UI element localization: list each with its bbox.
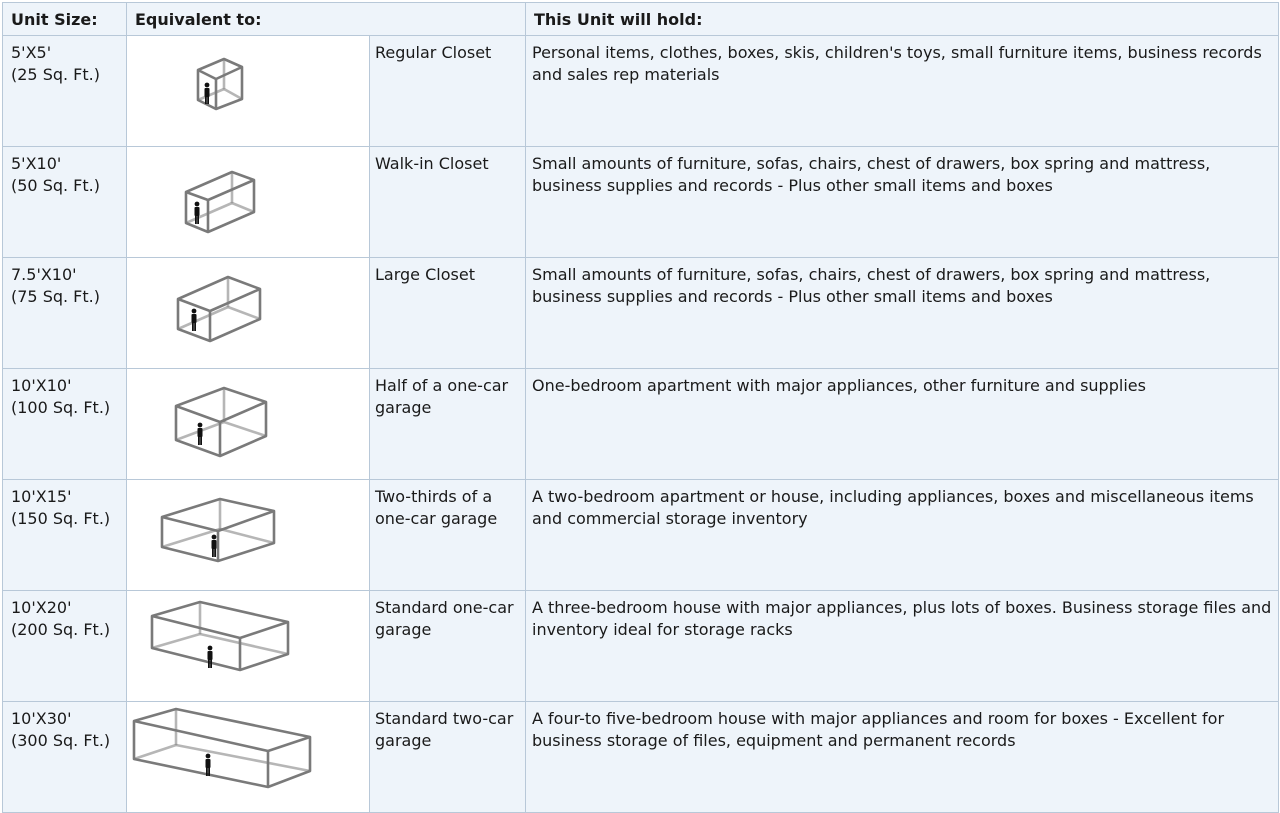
storage-unit-7x10-icon <box>128 259 314 359</box>
unit-dimensions: 10'X10' <box>11 376 72 395</box>
storage-unit-10x10-icon <box>128 370 314 470</box>
unit-size-cell <box>3 147 127 258</box>
equivalent-cell: Large Closet <box>370 258 526 369</box>
table-row <box>3 369 1279 480</box>
holds-header: This Unit will hold: <box>526 3 1279 36</box>
holds-cell: A two-bedroom apartment or house, including appliances, boxes and miscellaneous items and commercial storage inventory <box>526 480 1279 591</box>
unit-dimensions: 7.5'X10' <box>11 265 77 284</box>
illustration-cell <box>127 369 370 480</box>
equivalent-cell: Walk-in Closet <box>370 147 526 258</box>
unit-area: (300 Sq. Ft.) <box>11 731 111 750</box>
illustration-cell <box>127 147 370 258</box>
table-row <box>3 258 1279 369</box>
illustration-cell <box>127 480 370 591</box>
unit-area: (75 Sq. Ft.) <box>11 287 100 306</box>
storage-unit-5x5-icon <box>128 37 314 137</box>
unit-dimensions: 5'X10' <box>11 154 62 173</box>
table-row <box>3 591 1279 702</box>
unit-area: (200 Sq. Ft.) <box>11 620 111 639</box>
table-row <box>3 36 1279 147</box>
unit-dimensions: 10'X20' <box>11 598 72 617</box>
holds-cell: One-bedroom apartment with major appliances, other furniture and supplies <box>526 369 1279 480</box>
holds-cell: Personal items, clothes, boxes, skis, children's toys, small furniture items, business records and sales rep materials <box>526 36 1279 147</box>
unit-dimensions: 10'X30' <box>11 709 72 728</box>
storage-unit-10x15-icon <box>128 481 314 581</box>
unit-size-header: Unit Size: <box>3 3 127 36</box>
unit-area: (25 Sq. Ft.) <box>11 65 100 84</box>
header-row <box>3 3 1279 36</box>
unit-area: (50 Sq. Ft.) <box>11 176 100 195</box>
unit-size-cell <box>3 36 127 147</box>
equivalent-cell: Two-thirds of a one-car garage <box>370 480 526 591</box>
unit-size-cell <box>3 369 127 480</box>
equivalent-cell: Regular Closet <box>370 36 526 147</box>
illustration-cell <box>127 36 370 147</box>
equivalent-cell: Standard two-car garage <box>370 702 526 813</box>
holds-cell: Small amounts of furniture, sofas, chairs, chest of drawers, box spring and mattress, business supplies and records - Plus other small items and boxes <box>526 147 1279 258</box>
table-row <box>3 480 1279 591</box>
illustration-cell <box>127 702 370 813</box>
unit-size-cell <box>3 258 127 369</box>
storage-unit-10x20-icon <box>128 592 314 692</box>
holds-cell: A four-to five-bedroom house with major appliances and room for boxes - Excellent for business storage of files, equipment and permanent records <box>526 702 1279 813</box>
illustration-cell <box>127 258 370 369</box>
unit-area: (100 Sq. Ft.) <box>11 398 111 417</box>
unit-area: (150 Sq. Ft.) <box>11 509 111 528</box>
unit-size-cell <box>3 591 127 702</box>
unit-size-cell <box>3 702 127 813</box>
illustration-cell <box>127 591 370 702</box>
holds-cell: Small amounts of furniture, sofas, chairs, chest of drawers, box spring and mattress, business supplies and records - Plus other small items and boxes <box>526 258 1279 369</box>
equivalent-cell: Half of a one-car garage <box>370 369 526 480</box>
storage-unit-10x30-icon <box>128 703 314 803</box>
table-row <box>3 702 1279 813</box>
table-row <box>3 147 1279 258</box>
unit-dimensions: 5'X5' <box>11 43 52 62</box>
unit-size-cell <box>3 480 127 591</box>
unit-dimensions: 10'X15' <box>11 487 72 506</box>
storage-unit-size-table <box>2 2 1279 813</box>
storage-unit-5x10-icon <box>128 148 314 248</box>
equivalent-cell: Standard one-car garage <box>370 591 526 702</box>
holds-cell: A three-bedroom house with major appliances, plus lots of boxes. Business storage files and inventory ideal for storage racks <box>526 591 1279 702</box>
equivalent-header: Equivalent to: <box>127 3 526 36</box>
